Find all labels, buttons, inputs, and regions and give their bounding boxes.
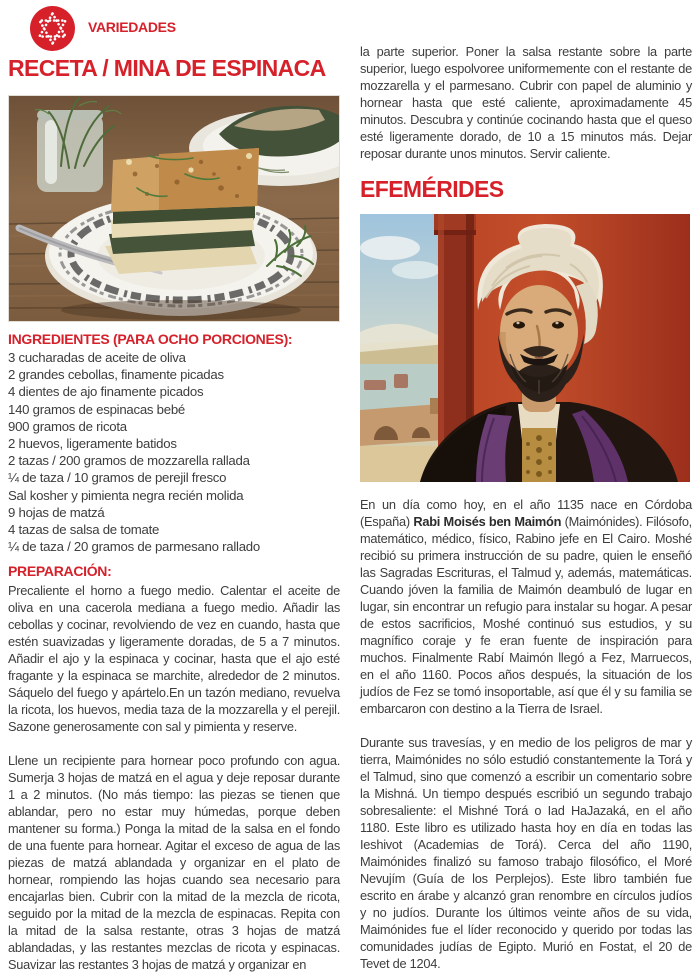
bio-rest: (Maimónides). Filósofo, matemático, médico, físico, Rabino jefe en El Cairo. Moshé recibió su primera instrucción de su padre, quien le enseñó las Sagradas Escrituras, el Talmud y, además, matemáticas. Cuando jóven la familia de Maimón deambuló de lugar en lugar, sin encontrar un refugio para instalar su hogar. A pesar de estos sacrificios, Moshé continuó sus estudios, y su magnífico coraje y fe eran fuente de inspiración para muchos. Finalmente Rabí Maimón llegó a Fez, Marruecos, en el año 1160. Pocos años después, la situación de los judíos de Fez se tomó insoportable, así que él y su familia se embarcaron con destino a la Tierra de Israel. (360, 514, 692, 716)
preparation-paragraph-1: Precaliente el horno a fuego medio. Calentar el aceite de oliva en una cacerola mediana a fuego medio. Añadir las cebollas y cocinar, revolviendo de vez en cuando, hasta que estén suavizadas y ligeramente doradas, de 5 a 7 minutos. Añadir el ajo y la espinaca y cocinar, hasta que el ajo esté fragante y la espinaca se marchite, alrededor de 2 minutos. Sáquelo del fuego y apártelo.En un tazón mediano, revuelva la ricota, los huevos, media taza de la mozzarella y el perejil. Sazone generosamente con sal y pimienta y reserve. (8, 583, 340, 734)
section-label: VARIEDADES (88, 19, 176, 35)
preparation-section (8, 563, 340, 973)
ingredient-item: 2 grandes cebollas, finamente picadas (8, 367, 224, 383)
bio-paragraph-2: Durante sus travesías, y en medio de los peligros de mar y tierra, Maimónides no sólo estudió constantemente la Torá y el Talmud, sino que comenzó a escribir un comentario sobre la Mishná. Un tiempo después escribió un segundo trabajo sobresaliente: el Mishné Torá o Iad HaJazaká, en el año 1180. Este libro es utilizado hasta hoy en día en todas las Ieshivot (Academias de Torá). Cerca del año 1190, Maimónides finalizó su famoso trabajo filosófico, el Moré Nevujím (Guía de los Perplejos). Este libro también fue escrito en árabe y alcanzó gran renombre en círculos judíos y no judíos. Durante los últimos veinte años de su vida, Maimónides fue el líder reconocido y querido por todas las comunidades judías de Egipto. Murió en Fostat, el 20 de Tevet de 1204. (360, 735, 692, 971)
ingredient-item: 140 gramos de espinacas bebé (8, 401, 186, 417)
ingredients-heading: INGREDIENTES (PARA OCHO PORCIONES): (8, 331, 293, 347)
ingredient-item: 3 cucharadas de aceite de oliva (8, 350, 186, 365)
preparation-paragraph-2: Llene un recipiente para hornear poco profundo con agua. Sumerja 3 hojas de matzá en el agua y deje reposar durante 1 a 2 minutos. (No más tiempo: las piezas se tienen que ablandar, pero no estar muy húmedas, porque deben mantener su forma.) Ponga la mitad de la salsa en el fondo de una fuente para hornear. Agitar el exceso de agua de las piezas de matzá ablandada y organizar en el plato de hornear, rompiendo las hojas cuando sea necesario para encajarlas bien. Cubrir con la mitad de la mezcla de ricota, seguido por la mitad de la mezcla de espinacas. Repita con la mitad de la salsa restante, otras 3 hojas de matzá ablandadas, y las restantes mezclas de ricota y espinacas. Suavizar las restantes 3 hojas de matzá y organizar en (8, 753, 340, 972)
ingredient-item: ¼ de taza / 20 gramos de parmesano rallado (8, 539, 260, 555)
efemerides-title: EFEMÉRIDES (360, 176, 504, 202)
bio-intro: En un día como hoy, en el año 1135 nace en Córdoba (España) (360, 497, 692, 529)
recipe-continuation-paragraph: la parte superior. Poner la salsa restante sobre la parte superior, luego espolvoree uniformemente con el restante de mozzarella y el parmesano. Cubrir con papel de aluminio y hornear hasta que esté caliente, aproximadamente 45 minutos. Descubra y continúe cocinando hasta que el queso esté ligeramente dorado, de 10 a 15 minutos más. Dejar reposar durante unos minutos. Servir caliente. (360, 44, 692, 161)
ingredient-item: ¼ de taza / 10 gramos de perejil fresco (8, 470, 227, 486)
preparation-heading: PREPARACIÓN: (8, 563, 112, 579)
ingredient-item: 2 huevos, ligeramente batidos (8, 436, 177, 452)
ingredient-item: 9 hojas de matzá (8, 504, 105, 520)
bio-name: Rabi Moisés ben Maimón (413, 514, 562, 529)
ingredient-item: 4 tazas de salsa de tomate (8, 522, 160, 538)
recipe-photo (8, 95, 340, 322)
ingredients-list (8, 349, 260, 555)
ingredient-item: 4 dientes de ajo finamente picados (8, 384, 204, 400)
efemerides-body (360, 496, 692, 972)
star-of-david-icon (30, 6, 75, 51)
ingredient-item: 900 gramos de ricota (8, 418, 127, 434)
bio-paragraph-1 (360, 496, 692, 717)
ingredient-item: Sal kosher y pimienta negra recién molida (8, 487, 244, 503)
maimonides-portrait (360, 214, 690, 482)
ingredient-item: 2 tazas / 200 gramos de mozzarella rallada (8, 453, 250, 469)
recipe-title: RECETA / MINA DE ESPINACA (8, 55, 326, 81)
